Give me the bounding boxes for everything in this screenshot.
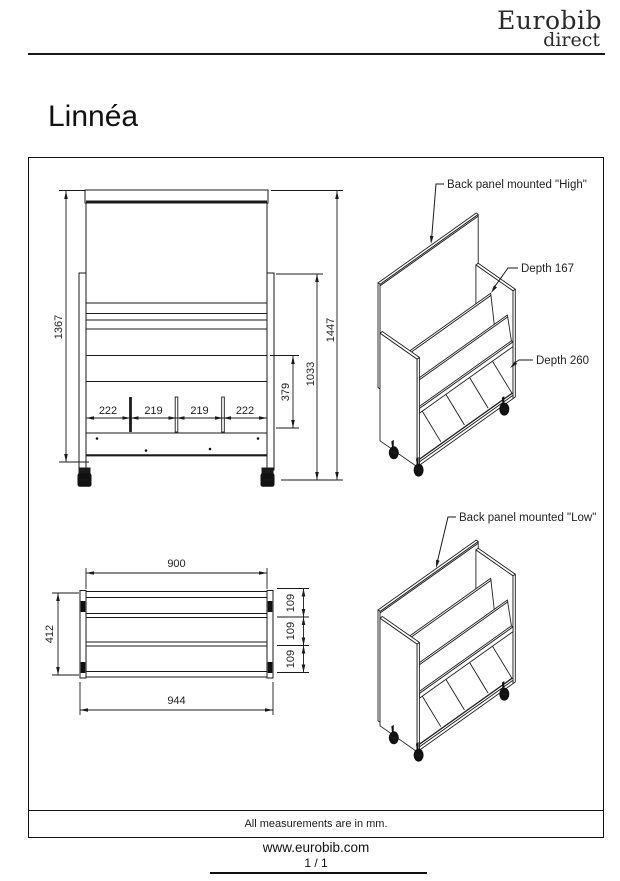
callout-back-panel-high: Back panel mounted "High" bbox=[447, 179, 587, 191]
page-indicator: 1 / 1 bbox=[304, 856, 328, 870]
top-view bbox=[80, 591, 273, 679]
dim-height-shelf: 379 bbox=[280, 382, 292, 402]
dim-slot-1: 222 bbox=[98, 405, 118, 417]
page-title: Linnéa bbox=[48, 100, 139, 133]
front-view bbox=[78, 190, 275, 487]
dim-slot-4: 222 bbox=[235, 405, 255, 417]
dim-height-back-panel: 1367 bbox=[53, 314, 65, 340]
dim-slot-2: 219 bbox=[144, 405, 163, 417]
front-right-post bbox=[267, 273, 274, 470]
callout-depth-upper: Depth 167 bbox=[521, 263, 575, 275]
dim-row-depth-2: 109 bbox=[285, 621, 297, 641]
caster-front-left bbox=[78, 468, 92, 487]
dim-height-sides: 1033 bbox=[305, 361, 317, 387]
dim-row-depth-3: 109 bbox=[285, 649, 297, 669]
dim-depth-total: 412 bbox=[44, 624, 56, 644]
page-footer bbox=[0, 840, 620, 870]
dim-width-total: 944 bbox=[167, 695, 186, 707]
callout-back-panel-low: Back panel mounted "Low" bbox=[459, 512, 597, 524]
brand-logo-line1: Eurobib bbox=[497, 6, 602, 35]
iso-view-back-panel-low bbox=[378, 540, 515, 762]
iso-view-back-panel-high bbox=[378, 213, 515, 477]
dim-width-inner: 900 bbox=[167, 558, 186, 570]
dim-slot-3: 219 bbox=[190, 405, 209, 417]
callout-depth-lower: Depth 260 bbox=[536, 355, 590, 367]
caster-front-right bbox=[261, 468, 275, 487]
front-left-post bbox=[79, 273, 86, 470]
footer-divider bbox=[210, 872, 427, 874]
measurement-note: All measurements are in mm. bbox=[29, 810, 603, 837]
dim-height-total: 1447 bbox=[325, 317, 337, 343]
website-link[interactable]: www.eurobib.com bbox=[262, 840, 370, 855]
dim-row-depth-1: 109 bbox=[285, 593, 297, 613]
brand-logo-line2: direct bbox=[543, 29, 600, 51]
